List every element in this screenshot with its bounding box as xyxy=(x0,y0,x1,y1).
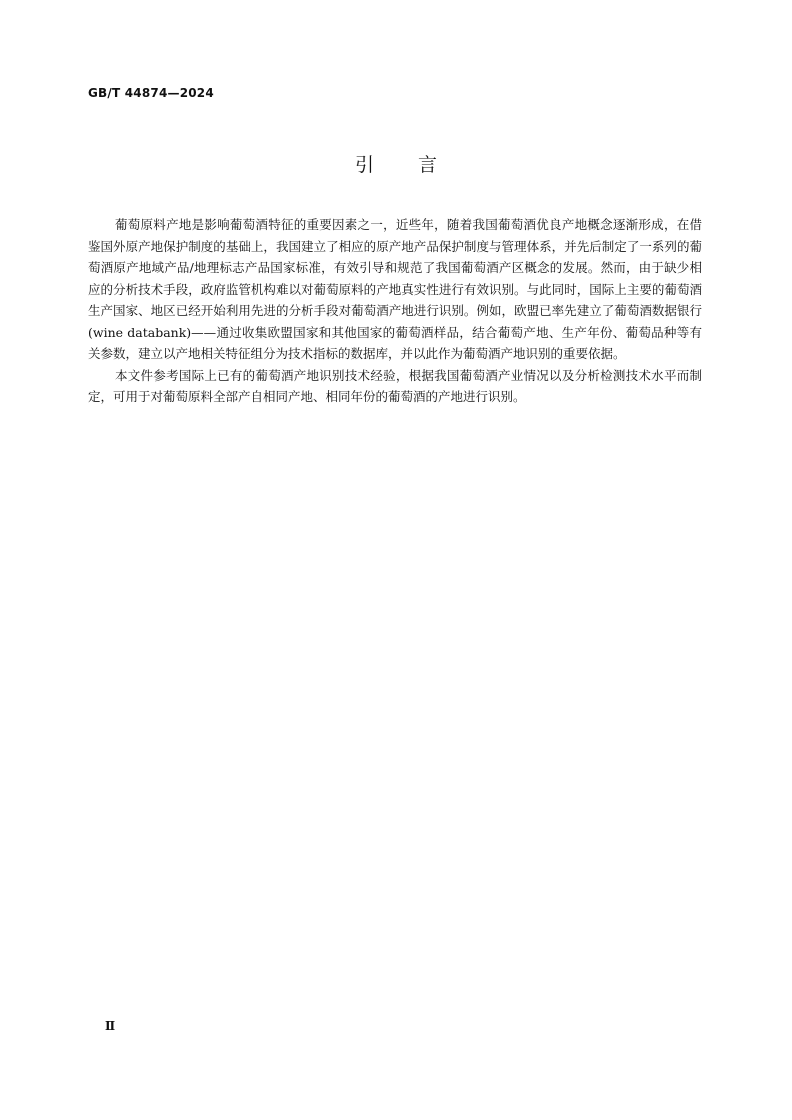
standard-number: GB/T 44874—2024 xyxy=(88,86,214,100)
section-title: 引言 xyxy=(354,154,481,176)
page-number: Ⅱ xyxy=(105,1019,116,1033)
body-text xyxy=(88,214,702,408)
paragraph-1: 葡萄原料产地是影响葡萄酒特征的重要因素之一，近些年，随着我国葡萄酒优良产地概念逐渐形成，在借鉴国外原产地保护制度的基础上，我国建立了相应的原产地产品保护制度与管理体系，并先后制定了一系列的葡萄酒原产地域产品/地理标志产品国家标准，有效引导和规范了我国葡萄酒产区概念的发展。然而，由于缺少相应的分析技术手段，政府监管机构难以对葡萄原料的产地真实性进行有效识别。与此同时，国际上主要的葡萄酒生产国家、地区已经开始利用先进的分析手段对葡萄酒产地进行识别。例如，欧盟已率先建立了葡萄酒数据银行(wine databank)——通过收集欧盟国家和其他国家的葡萄酒样品，结合葡萄产地、生产年份、葡萄品种等有关参数，建立以产地相关特征组分为技术指标的数据库，并以此作为葡萄酒产地识别的重要依据。 xyxy=(88,217,702,361)
paragraph-2: 本文件参考国际上已有的葡萄酒产地识别技术经验，根据我国葡萄酒产业情况以及分析检测技术水平而制定，可用于对葡萄原料全部产自相同产地、相同年份的葡萄酒的产地进行识别。 xyxy=(88,367,702,404)
